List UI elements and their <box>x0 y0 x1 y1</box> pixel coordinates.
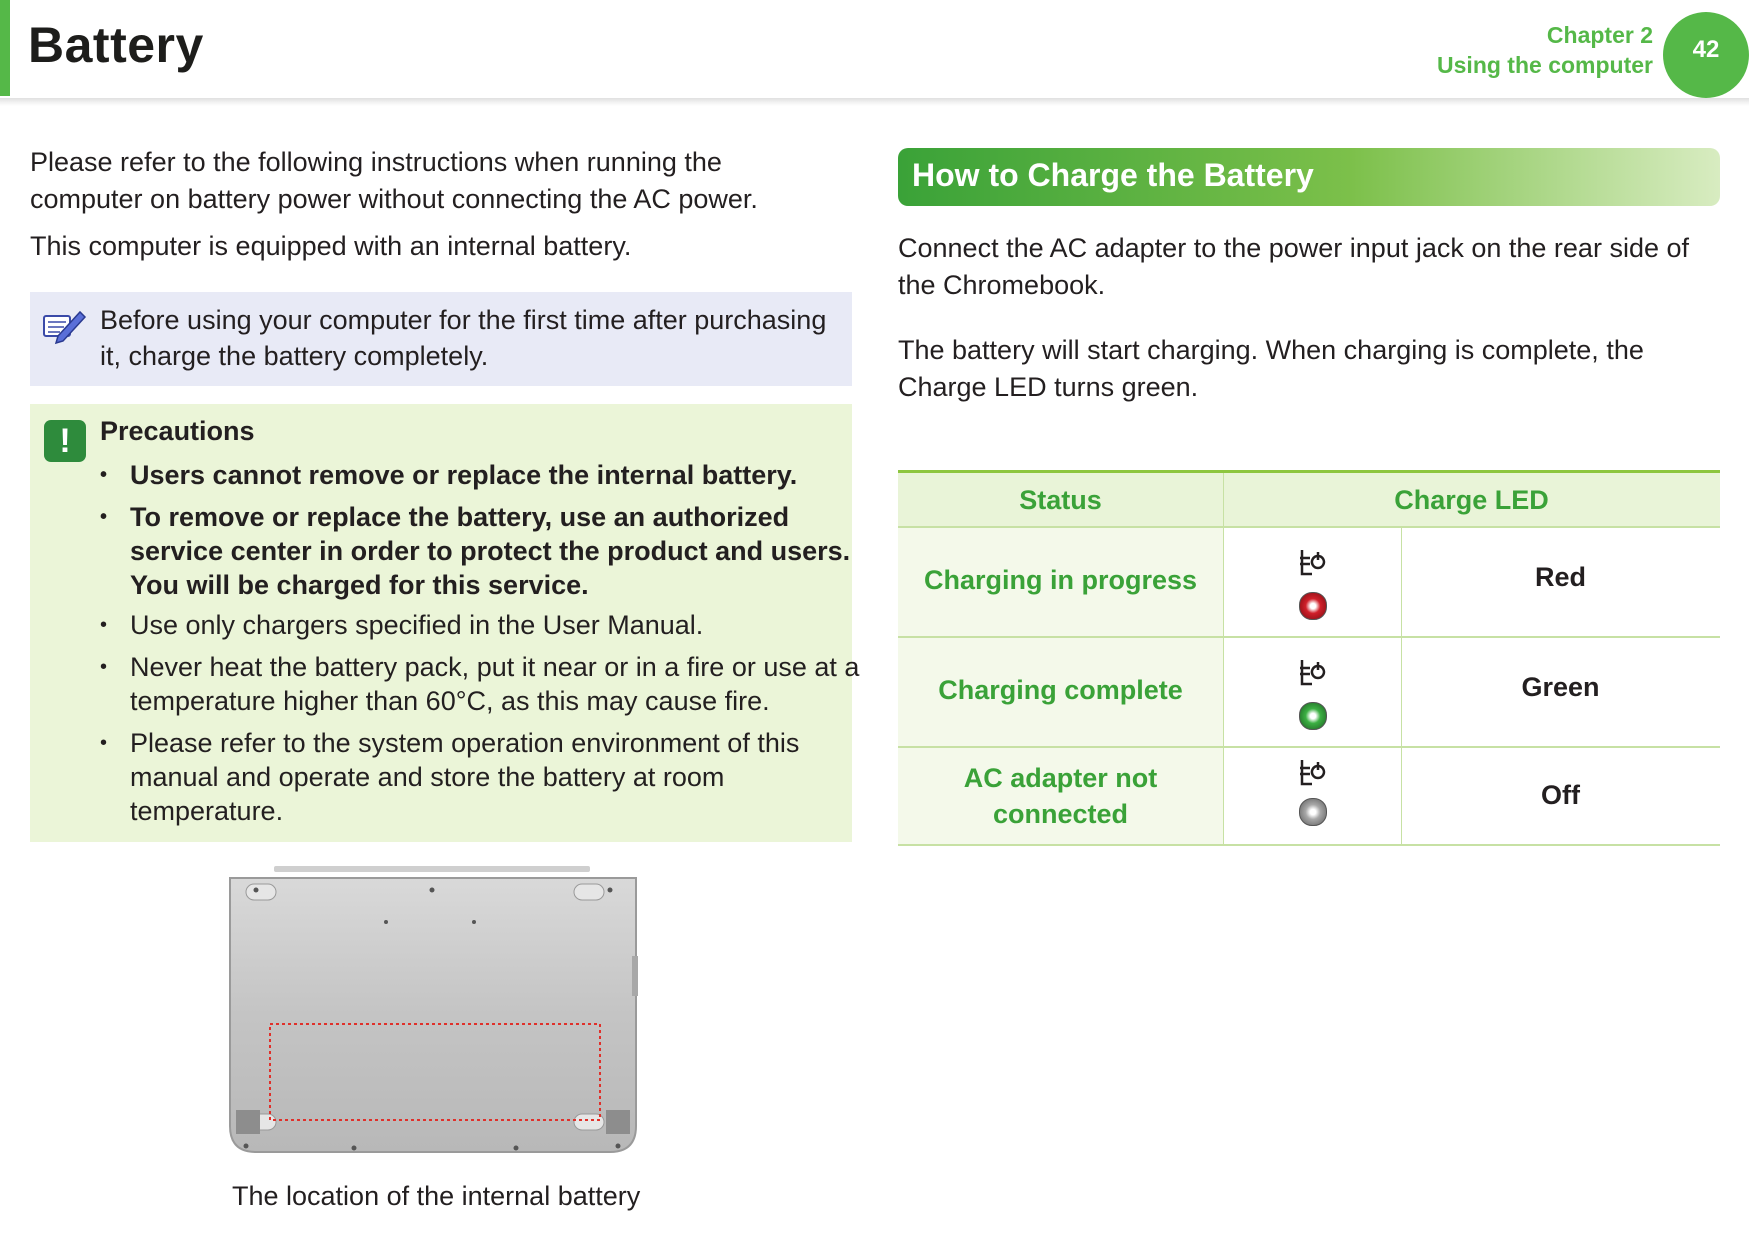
charge-symbol-icon <box>1296 656 1328 690</box>
laptop-underside-image <box>226 866 640 1158</box>
bullet-dot-icon: • <box>100 614 108 636</box>
charge-symbol-icon <box>1296 546 1328 580</box>
charge-symbol-icon <box>1296 756 1328 790</box>
led-status-label: Green <box>1521 672 1600 702</box>
led-status-label: Red <box>1534 562 1586 592</box>
charge-led-table <box>898 470 1720 846</box>
bullet-dot-icon: • <box>100 464 108 486</box>
figure-caption: The location of the internal battery <box>232 1181 641 1211</box>
chapter-number: Chapter 2 <box>1546 22 1653 48</box>
led-status-label: Off <box>1541 780 1580 810</box>
chapter-label <box>1437 20 1653 80</box>
table-row-status: Charging complete <box>938 675 1183 705</box>
bullet-dot-icon: • <box>100 656 108 678</box>
section-title: How to Charge the Battery <box>912 157 1314 193</box>
header-accent-bar <box>0 0 10 96</box>
charge-paragraph-2: The battery will start charging. When charging is complete, the Charge LED turns green. <box>898 335 1644 402</box>
warning-exclamation-icon: ! <box>44 420 86 462</box>
page-number-badge: 42 <box>1663 12 1749 98</box>
intro-paragraph-1: Please refer to the following instructions when running the computer on battery power without connecting the AC power. <box>30 147 758 214</box>
note-text: Before using your computer for the first time after purchasing it, charge the battery completely. <box>100 305 827 371</box>
table-row-status: Charging in progress <box>923 565 1198 595</box>
header-status: Status <box>1019 485 1102 515</box>
table-row-status: AC adapter not connected <box>963 763 1158 829</box>
bullet-dot-icon: • <box>100 506 108 528</box>
note-pencil-icon <box>40 306 88 350</box>
intro-paragraph-2: This computer is equipped with an internal battery. <box>30 231 632 261</box>
chapter-subtitle: Using the computer <box>1437 52 1653 78</box>
header-divider <box>0 98 1749 106</box>
charge-paragraph-1: Connect the AC adapter to the power input jack on the rear side of the Chromebook. <box>898 233 1689 300</box>
page-title: Battery <box>28 17 204 73</box>
precautions-title: Precautions <box>100 416 255 446</box>
bullet-dot-icon: • <box>100 732 108 754</box>
green-led-icon <box>1299 702 1327 730</box>
header-charge-led: Charge LED <box>1394 485 1549 515</box>
off-led-icon <box>1299 798 1327 826</box>
red-led-icon <box>1299 592 1327 620</box>
